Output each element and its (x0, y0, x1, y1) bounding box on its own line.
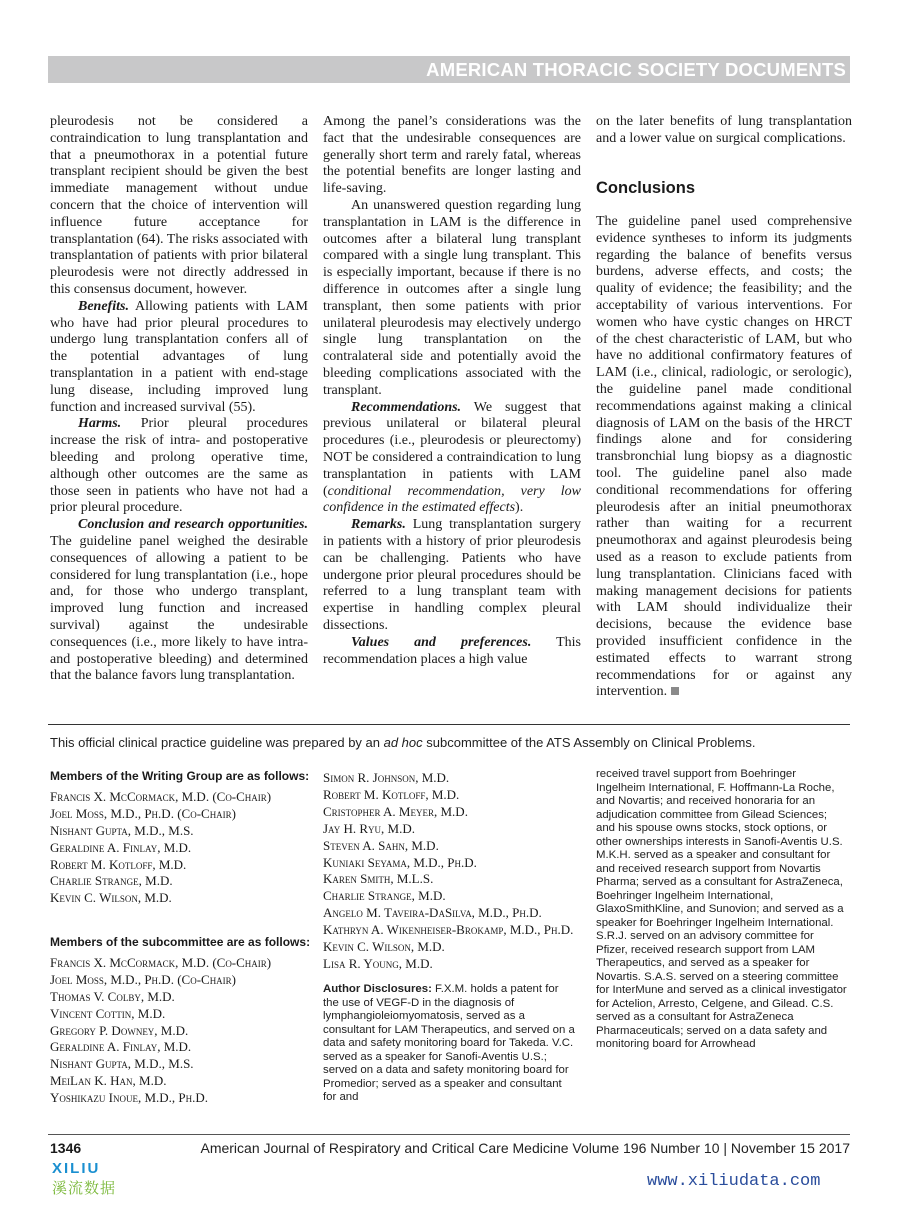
paragraph-text: The guideline panel used comprehensive evidence syntheses to inform its judgments regarding the balance of benefits versus burdens, adverse effects, and costs; the quality of evidence; the feasibility; and the acceptability of various interventions. For women who have cystic changes on HRCT of the chest characteristic of LAM, but who have no additional confirmatory features of LAM (i.e., clinical, radiologic, or serologic), the guideline panel made conditional recommendations against making a clinical diagnosis of LAM on the basis of the HRCT findings alone and for considering transbronchial lung biopsy as a diagnostic tool. The guideline panel also made conditional recommendations for offering pleurodesis after an initial pneumothorax rather than waiting for a recurrent pneumothorax and against pleurodesis being used as a reason to exclude patients from lung transplantation. Clinicians faced with making management decisions for patients with LAM should individualize their decisions, because the evidence base provided insufficient confidence in the estimated effects to warrant strong recommendations for or against any intervention. (596, 214, 852, 700)
disclosures-label: Author Disclosures: (323, 983, 432, 995)
member-name: Angelo M. Taveira-DaSilva, M.D., Ph.D. (323, 905, 542, 921)
watermark-logo (50, 1158, 130, 1198)
svg-text:XILIU: XILIU (52, 1160, 101, 1177)
section-divider (48, 724, 850, 725)
member-name: Francis X. McCormack, M.D. (Co-Chair) (50, 954, 272, 970)
member-name: Geraldine A. Finlay, M.D. (50, 1039, 192, 1055)
note-text: subcommittee of the ATS Assembly on Clinical Problems. (422, 735, 756, 750)
member-name: Simon R. Johnson, M.D. (323, 770, 450, 785)
member-name: Kathryn A. Wikenheiser-Brokamp, M.D., Ph.D. (323, 922, 574, 938)
member-name: Thomas V. Colby, M.D. (50, 988, 175, 1004)
paragraph: pleurodesis not be considered a contraindication to lung transplantation and that a pneumothorax in a potential future transplant recipient should be given the best immediate management without undue concern that the choice of intervention will influence future acceptance for transplantation (64). The risks associated with transplantation of patients with prior bilateral pleurodesis were not directly addressed in this consensus document, however. (50, 114, 308, 297)
note-text: This official clinical practice guideline was prepared by an (50, 735, 384, 750)
paragraph-text: ). (515, 500, 524, 516)
runin-heading: Remarks. (351, 517, 406, 533)
paragraph-text: Allowing patients with LAM who have had prior pleural procedures to undergo lung transplantation confers all of the potential advantages of lung transplantation in a patient with end-stage lung disease, including improved lung function and increased survival (55). (50, 298, 308, 415)
recommendation-strength: conditional recommendation, very low confidence in the estimated effects (323, 483, 581, 516)
conclusion-paragraph (50, 517, 308, 685)
note-italic: ad hoc (383, 735, 423, 750)
member-name: Nishant Gupta, M.D., M.S. (50, 822, 194, 838)
banner-title: AMERICAN THORACIC SOCIETY DOCUMENTS (426, 59, 846, 80)
member-name: Nishant Gupta, M.D., M.S. (50, 1056, 194, 1072)
disclosures-text: received travel support from Boehringer Ingelheim International, F. Hoffmann-La Roche, and Novartis; and received honoraria for an adjudication committee from Gilead Sciences; and his spouse owns stocks, stock options, or other ownerships interests in Sanofi-Aventis U.S. M.K.H. served as a speaker and consultant for and received research support from Novartis Pharma; served as a consultant for AstraZeneca, Boehringer Ingelheim International, GlaxoSmithKline, and Sunovion; and served as a speaker for Boehringer Ingelheim International. S.R.J. served on an advisory committee for Pfizer, received research support from LAM Therapeutics, and served as a speaker for Novartis. S.A.S. served on a steering committee for InterMune and served as a clinical investigator for Actelion, Arresto, Celgene, and Gilead. C.S. served as a consultant for AstraZeneca Pharmaceuticals; served on a data safety and monitoring board for Arrowhead (596, 768, 847, 1050)
runin-heading: Conclusion and research opportunities. (78, 517, 308, 533)
member-name: Kuniaki Seyama, M.D., Ph.D. (323, 854, 477, 870)
page-number: 1346 (50, 1140, 82, 1156)
header-banner (48, 56, 850, 83)
member-name: Robert M. Kotloff, M.D. (50, 856, 187, 872)
member-name: Charlie Strange, M.D. (323, 888, 446, 904)
remarks-paragraph (323, 517, 581, 635)
section-heading-conclusions: Conclusions (596, 179, 696, 197)
author-disclosures (323, 983, 575, 1105)
disclosures-text: F.X.M. holds a patent for the use of VEGF-D in the diagnosis of lymphangioleiomyomatosis, served as a consultant for LAM Therapeutics, and served on a data and safety monitoring board for Takeda. V.C. served as a speaker for Sanofi-Aventis U.S.; served on a data and safety monitoring board for Promedior; served as a speaker and consultant for and (323, 983, 575, 1103)
guideline-note (50, 735, 756, 750)
member-name: Lisa R. Young, M.D. (323, 955, 433, 971)
member-name: Joel Moss, M.D., Ph.D. (Co-Chair) (50, 971, 237, 987)
member-name: Cristopher A. Meyer, M.D. (323, 803, 468, 819)
subcommittee-heading: Members of the subcommittee are as follows: (50, 935, 311, 949)
member-name: Charlie Strange, M.D. (50, 873, 173, 889)
member-name: Jay H. Ryu, M.D. (323, 820, 415, 836)
harms-paragraph (50, 416, 308, 517)
paragraph: Among the panel’s considerations was the fact that the undesirable consequences are generally short term and rarely fatal, whereas the potential benefits are longer lasting and life-saving. (323, 114, 581, 197)
conclusions-body (596, 214, 852, 701)
end-of-article-mark (671, 687, 679, 695)
member-name: Joel Moss, M.D., Ph.D. (Co-Chair) (50, 805, 237, 821)
member-name: Karen Smith, M.L.S. (323, 871, 434, 887)
benefits-paragraph (50, 299, 308, 417)
member-name: MeiLan K. Han, M.D. (50, 1073, 167, 1089)
author-disclosures-continued (596, 768, 848, 1052)
text-column-1 (50, 114, 308, 685)
subcommittee-list (50, 934, 310, 1107)
svg-text:溪流数据: 溪流数据 (52, 1179, 117, 1197)
member-name: Kevin C. Wilson, M.D. (323, 939, 445, 955)
member-name: Geraldine A. Finlay, M.D. (50, 839, 192, 855)
runin-heading: Values and preferences. (351, 634, 532, 650)
paragraph: on the later benefits of lung transplantation and a lower value on surgical complications. (596, 114, 852, 146)
values-paragraph (323, 635, 581, 669)
member-name: Gregory P. Downey, M.D. (50, 1022, 189, 1038)
journal-citation: American Journal of Respiratory and Critical Care Medicine Volume 196 Number 10 | November 15 2017 (200, 1140, 850, 1156)
writing-group-list (50, 768, 309, 907)
paragraph (596, 214, 852, 701)
paragraph: An unanswered question regarding lung transplantation in LAM is the difference in outcomes after a bilateral lung transplant compared with a single lung transplant. This is especially important, because if there is no difference in outcomes after a single lung transplant, then some patients with prior unilateral pleurodesis may electively undergo single lung transplantation on the contralateral side and potentially avoid the bleeding complications associated with the transplant. (323, 197, 581, 398)
subcommittee-list-continued (323, 770, 573, 973)
runin-heading: Harms. (78, 416, 122, 432)
xiliu-logo-icon (50, 1158, 130, 1198)
runin-heading: Benefits. (78, 298, 129, 314)
paragraph-text: We suggest that previous unilateral or bilateral pleural procedures (i.e., pleurodesis or pleurectomy) NOT be considered a contraindication to lung transplantation in patients with LAM ( (323, 399, 581, 499)
member-name: Steven A. Sahn, M.D. (323, 837, 439, 853)
text-column-3 (596, 114, 852, 148)
text-column-2 (323, 114, 581, 668)
paragraph-text: Prior pleural procedures increase the risk of intra- and postoperative bleeding and prolong operative time, although other outcomes are the same as those seen in patients who have not had a prior pleural procedure. (50, 416, 308, 516)
member-name: Francis X. McCormack, M.D. (Co-Chair) (50, 788, 272, 804)
writing-group-heading: Members of the Writing Group are as follows: (50, 769, 310, 783)
watermark-url[interactable]: www.xiliudata.com (647, 1172, 821, 1191)
member-name: Kevin C. Wilson, M.D. (50, 890, 172, 906)
paragraph-text: The guideline panel weighed the desirable consequences of allowing a patient to be considered for lung transplantation (i.e., hope and, for those who undergo transplant, improved lung function and increased survival) against the undesirable consequences (i.e., more likely to have intra- and postoperative bleeding) and determined that the balance favors lung transplantation. (50, 533, 308, 684)
paragraph-text: Lung transplantation surgery in patients with a history of prior pleurodesis can be challenging. Patients who have undergone prior pleural procedures should be referred to a lung transplant team with expertise in handling complex pleural dissections. (323, 517, 581, 633)
paragraph-text: This recommendation places a high value (323, 634, 581, 667)
member-name: Vincent Cottin, M.D. (50, 1005, 166, 1021)
member-name: Robert M. Kotloff, M.D. (323, 786, 460, 802)
recommendations-paragraph (323, 400, 581, 518)
footer-divider (48, 1134, 850, 1135)
member-name: Yoshikazu Inoue, M.D., Ph.D. (50, 1090, 209, 1106)
runin-heading: Recommendations. (351, 399, 462, 415)
